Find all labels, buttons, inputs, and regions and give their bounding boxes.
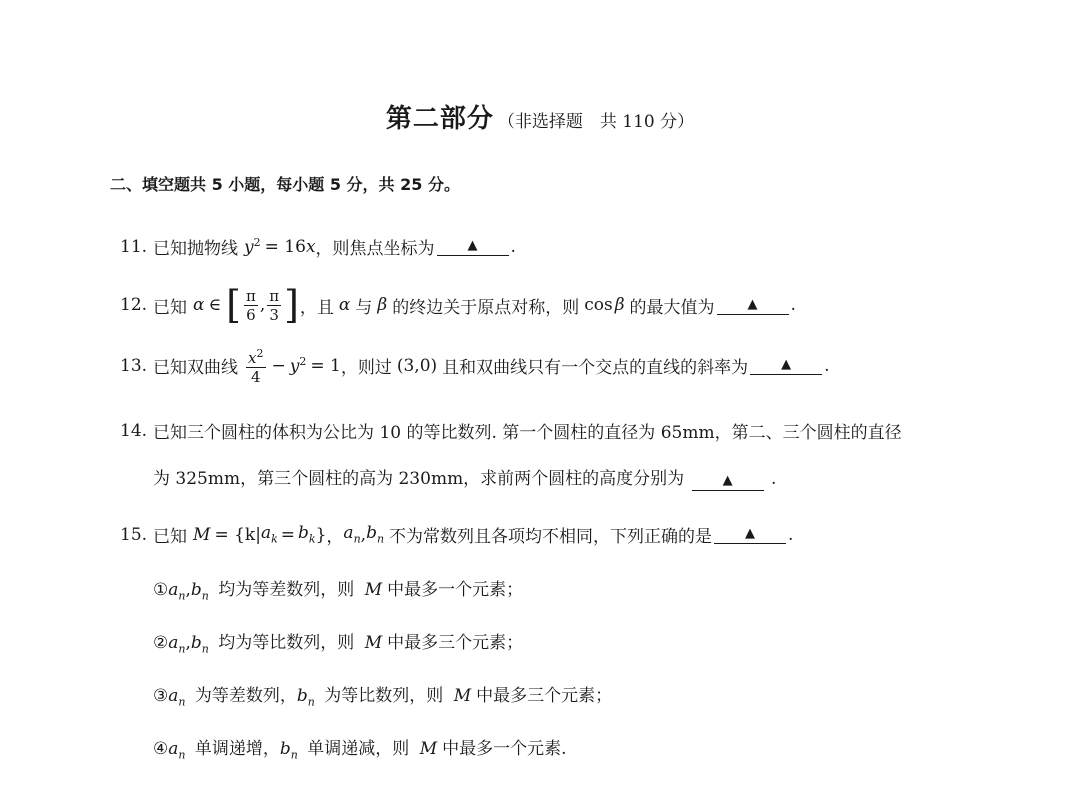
math-var: M (193, 524, 211, 545)
math-comma: , (259, 295, 266, 315)
math-alpha: α (193, 295, 205, 315)
period: . (824, 355, 830, 376)
question-15 (120, 522, 793, 547)
question-number: 14. (120, 420, 148, 441)
option-text: 为等比数列，则 (324, 686, 444, 706)
option-mark: ① (153, 580, 169, 600)
question-number: 13. (120, 355, 148, 376)
math-subscript: n (290, 748, 298, 762)
math-cos: cos (584, 295, 613, 315)
option-text: 均为等差数列，则 (218, 580, 355, 600)
question-12 (120, 283, 796, 327)
period: . (790, 295, 796, 315)
math-var: a (168, 580, 179, 600)
question-13 (120, 345, 830, 386)
math-subscript: k (271, 532, 278, 546)
numerator: π (269, 286, 280, 305)
fraction (246, 345, 265, 386)
math-var: a (168, 686, 179, 706)
math-var: M (453, 686, 472, 706)
question-number: 12. (120, 295, 148, 315)
math-var: a (168, 633, 179, 653)
math-var: b (296, 686, 308, 706)
math-var: b (298, 523, 309, 544)
math-eq: = 16 (264, 236, 306, 257)
math-sep: ， (326, 527, 344, 547)
part-title-sub: （非选择题 共 110 分） (497, 112, 695, 132)
answer-blank (714, 525, 786, 544)
math-var: y (289, 356, 300, 377)
question-11 (120, 234, 516, 259)
denominator: 6 (246, 305, 256, 324)
answer-blank (437, 237, 509, 256)
math-subscript: n (353, 532, 361, 546)
numerator (246, 345, 265, 368)
triangle-icon: ▲ (781, 357, 792, 372)
option-2 (153, 628, 523, 655)
question-text: 已知三个圆柱的体积为公比为 10 的等比数列. 第一个圆柱的直径为 65mm，第二、三个圆柱的直径 (153, 423, 902, 443)
option-text: 中最多一个元素. (442, 739, 567, 759)
triangle-icon: ▲ (745, 526, 756, 541)
fraction (267, 287, 281, 324)
period: . (510, 236, 516, 257)
math-comma: , (185, 633, 191, 653)
question-text: ，则过 (340, 358, 392, 378)
math-eq: = 1 (310, 355, 341, 376)
question-text: 已知 (153, 297, 188, 318)
math-var: M (419, 739, 438, 759)
period: . (771, 469, 777, 489)
math-subscript: k (308, 532, 316, 546)
math-subscript: n (178, 748, 186, 762)
right-bracket: ] (284, 283, 299, 327)
denominator: 4 (251, 368, 261, 386)
option-text: 为等差数列， (194, 686, 297, 706)
answer-blank (717, 296, 789, 315)
question-text: ，则焦点坐标为 (315, 239, 435, 259)
triangle-icon: ▲ (747, 296, 758, 312)
math-comma: , (360, 524, 367, 545)
answer-blank (692, 472, 764, 491)
numerator: π (245, 286, 256, 305)
math-comma: , (185, 580, 191, 600)
math-alpha: α (338, 295, 351, 315)
question-text: 且和双曲线只有一个交点的直线的斜率为 (442, 358, 749, 378)
math-subscript: n (376, 532, 385, 546)
question-number: 11. (120, 236, 148, 257)
math-subscript: n (201, 589, 209, 603)
triangle-icon: ▲ (467, 238, 478, 253)
option-4 (153, 734, 567, 761)
math-subscript: n (178, 642, 186, 656)
math-exponent: 2 (253, 235, 261, 249)
math-beta: β (377, 295, 388, 315)
math-subscript: n (307, 695, 315, 709)
answer-blank (750, 356, 822, 375)
math-subscript: n (178, 695, 186, 709)
option-text: 单调递增， (194, 739, 280, 759)
math-minus: − (271, 355, 286, 376)
math-var: a (168, 739, 179, 759)
math-exponent: 2 (256, 347, 264, 360)
math-var: b (366, 523, 377, 544)
question-text: 已知抛物线 (153, 239, 239, 259)
math-subscript: n (201, 642, 209, 656)
question-14 (120, 418, 902, 443)
option-mark: ② (153, 633, 169, 653)
math-exponent: 2 (299, 354, 307, 368)
option-mark: ④ (153, 739, 169, 759)
question-text: 的终边关于原点对称，则 (392, 297, 580, 318)
math-subscript: n (178, 589, 186, 603)
left-bracket: [ (226, 283, 241, 327)
option-text: 中最多三个元素； (476, 686, 613, 706)
math-beta: β (614, 295, 625, 315)
math-var: b (190, 633, 202, 653)
section-heading: 二、填空题共 5 小题，每小题 5 分，共 25 分。 (110, 175, 460, 194)
question-text: 已知 (153, 527, 188, 547)
denominator: 3 (269, 305, 279, 324)
math-var: y (244, 237, 254, 258)
option-1 (153, 575, 523, 602)
fraction (244, 287, 258, 324)
question-14-continued (153, 464, 776, 491)
question-text: 不为常数列且各项均不相同，下列正确的是 (389, 527, 713, 547)
part-title-main: 第二部分 (385, 104, 494, 134)
period: . (788, 524, 794, 545)
math-var: x (248, 349, 257, 367)
option-text: 中最多一个元素； (387, 580, 524, 600)
option-text: 均为等比数列，则 (218, 633, 355, 653)
math-var: x (305, 236, 316, 257)
math-eq: = (280, 524, 296, 545)
question-text: 为 325mm，第三个圆柱的高为 230mm，求前两个圆柱的高度分别为 (153, 469, 685, 489)
math-var: b (190, 580, 202, 600)
math-point: (3,0) (396, 355, 438, 376)
part-title (0, 98, 1080, 135)
math-set-close: } (315, 524, 327, 545)
option-text: 单调递减，则 (307, 739, 410, 759)
question-text: 的最大值为 (629, 297, 715, 318)
question-number: 15. (120, 524, 148, 545)
math-set-open: = {k| (214, 524, 261, 545)
math-var: M (364, 580, 383, 600)
math-var: a (260, 523, 272, 544)
question-text: 与 (355, 297, 373, 318)
math-var: b (279, 739, 291, 759)
question-text: 已知双曲线 (153, 358, 239, 378)
option-mark: ③ (153, 686, 169, 706)
math-var: a (343, 523, 354, 544)
option-3 (153, 681, 612, 708)
math-in: ∈ (208, 295, 222, 315)
option-text: 中最多三个元素； (387, 633, 524, 653)
triangle-icon: ▲ (722, 473, 733, 488)
question-text: ，且 (299, 297, 334, 318)
math-var: M (364, 633, 383, 653)
